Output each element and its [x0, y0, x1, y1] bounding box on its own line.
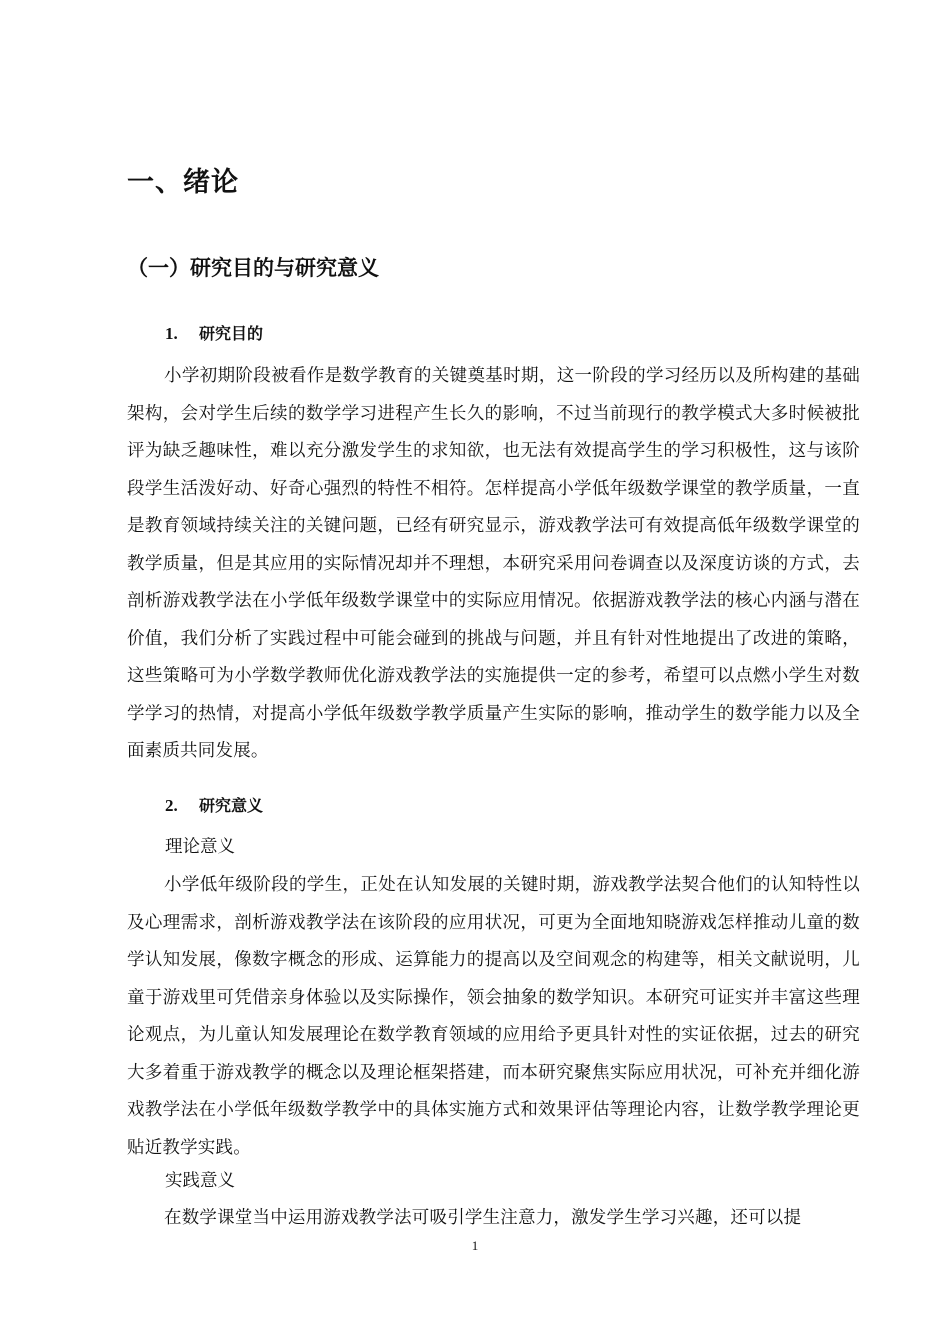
subsection-number: 2.	[165, 796, 178, 815]
section-heading: （一）研究目的与研究意义	[127, 256, 379, 280]
practice-paragraph: 在数学课堂当中运用游戏教学法可吸引学生注意力，激发学生学习兴趣，还可以提	[164, 1208, 802, 1228]
purpose-paragraph: 小学初期阶段被看作是数学教育的关键奠基时期，这一阶段的学习经历以及所构建的基础架构，会对学生后续的数学学习进程产生长久的影响，不过当前现行的教学模式大多时候被批评为缺乏趣味性，难以充分激发学生的求知欲，也无法有效提高学生的学习积极性，这与该阶段学生活泼好动、好奇心强烈的特性不相符。怎样提高小学低年级数学课堂的教学质量，一直是教育领域持续关注的关键问题，已经有研究显示，游戏教学法可有效提高低年级数学课堂的教学质量，但是其应用的实际情况却并不理想，本研究采用问卷调查以及深度访谈的方式，去剖析游戏教学法在小学低年级数学课堂中的实际应用情况。依据游戏教学法的核心内涵与潜在价值，我们分析了实践过程中可能会碰到的挑战与问题，并且有针对性地提出了改进的策略，这些策略可为小学数学教师优化游戏教学法的实施提供一定的参考，希望可以点燃小学生对数学学习的热情，对提高小学低年级数学教学质量产生实际的影响，推动学生的数学能力以及全面素质共同发展。	[127, 366, 860, 761]
chapter-heading: 一、绪论	[127, 167, 239, 198]
practice-label: 实践意义	[165, 1171, 235, 1191]
theory-paragraph: 小学低年级阶段的学生，正处在认知发展的关键时期，游戏教学法契合他们的认知特性以及心理需求，剖析游戏教学法在该阶段的应用状况，可更为全面地知晓游戏怎样推动儿童的数学认知发展，像数字概念的形成、运算能力的提高以及空间观念的构建等，相关文献说明，儿童于游戏里可凭借亲身体验以及实际操作，领会抽象的数学知识。本研究可证实并丰富这些理论观点，为儿童认知发展理论在数学教育领域的应用给予更具针对性的实证依据，过去的研究大多着重于游戏教学的概念以及理论框架搭建，而本研究聚焦实际应用状况，可补充并细化游戏教学法在小学低年级数学教学中的具体实施方式和效果评估等理论内容，让数学教学理论更贴近教学实践。	[127, 875, 860, 1158]
subsection-heading-significance	[165, 793, 263, 816]
theory-label: 理论意义	[165, 837, 235, 857]
subsection-title: 研究目的	[199, 324, 264, 343]
page-number: 1	[471, 1238, 479, 1253]
subsection-number: 1.	[165, 324, 178, 343]
subsection-title: 研究意义	[199, 796, 264, 815]
subsection-heading-purpose	[165, 321, 263, 344]
